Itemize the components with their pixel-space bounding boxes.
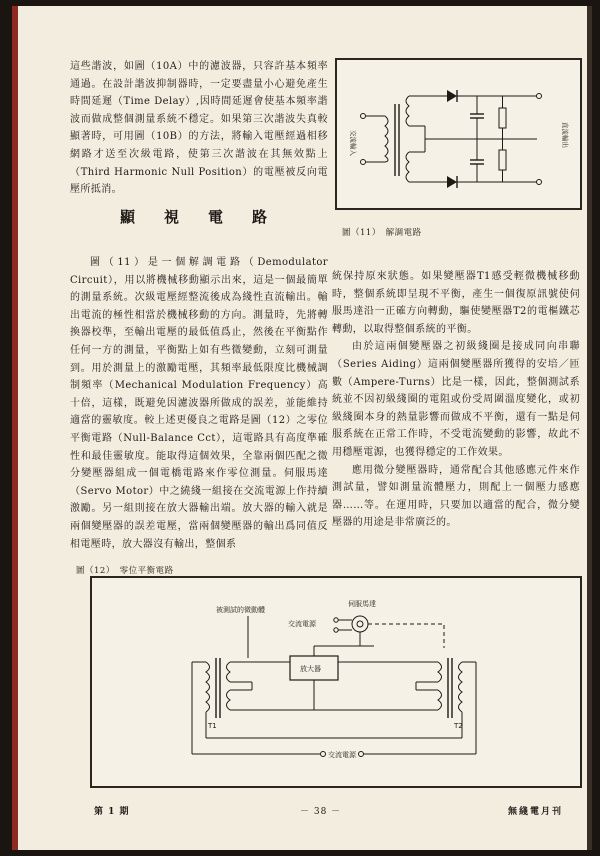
ac-source-top-label: 交流電源 (288, 620, 316, 628)
output-label: 直流輸出 (561, 122, 569, 148)
intro-paragraph: 這些諧波，如圖（10A）中的濾波器，只容許基本頻率通過。在設計諧波抑制器時，一定要盡量小心避免產生時間延遲（Time Delay）,因時間延遲會使基本頻率諧波而做成整個測量系統不穩定。如果第三次諧波失真較顯著時，可用圖（10B）的方法，將輸入電壓經過相移網路才送至次級電路，使第三次諧波在其無效點上（Third Harmonic Null Position）的電壓被反向電壓所抵消。 (70, 61, 328, 196)
figure-12-caption: 圖（12） 零位平衡電路 (76, 566, 174, 576)
servo-motor-label: 伺服馬達 (348, 600, 376, 608)
right-body-column (332, 268, 580, 532)
page-spine-edge (12, 6, 18, 850)
magazine-page (12, 6, 592, 850)
right-body-paragraph-2: 由於這兩個變壓器之初級綫圈是接成同向串聯（Series Aiding）這兩個變壓器所獲得的安培／匝數（Ampere-Turns）比是一樣，因此，整個測試系統並不因初級綫圈的電阻或份受周圍溫度變化，或初級綫圈本身的熱量影響而做成不平衡，還有一點是伺服系統在正常工作時，不受電流變動的影響，故此不用穩壓電源，也獲得穩定的工作效果。 (332, 341, 580, 458)
footer-issue: 第 1 期 (94, 807, 130, 817)
input-label: 交流輸入 (349, 130, 357, 156)
left-body-column (70, 254, 328, 553)
footer-page-number: － 38 － (300, 807, 342, 817)
ac-source-bottom-label: 交流電源 (328, 751, 356, 759)
test-armature-label: 被測試的微動體 (216, 606, 265, 614)
amplifier-label: 放大器 (300, 665, 321, 673)
demodulator-circuit-diagram (337, 60, 580, 208)
figure-12-null-balance (90, 576, 582, 788)
section-heading: 顯視電路 (120, 208, 297, 226)
intro-text-block (70, 58, 328, 199)
left-body-paragraph: 圖（11）是一個解調電路（Demodulator Circuit），用以將機械移動顯示出來，這是一個最簡單的測量系統。次級電壓經整流後成為綫性直流輸出。輸出電流的極性相當於機械移動的方向。測量時，先將轉換器校準，至輸出電壓的最低值爲止，然後在平衡點作任何一方的測量，平衡點上如有些微變動，立刻可測量到。用於測量上的激勵電壓，其頻率最低限度比機械調制頻率（Mechanical Modulation Frequency）高十倍，這樣，既避免因濾波器所做成的誤差，並能維持適當的靈敏度。較上述更優良之電路是圖（12）之零位平衡電路（Null-Balance Cct），這電路具有高度準確性和最佳靈敏度。能取得這個效果，全靠兩個匹配之微分變壓器組成一個電橋電路來作零位測量。伺服馬達（Servo Motor）中之繞綫一組接在交流電源上作持續激勵。另一組則接在放大器輸出端。放大器的輸入就是兩個變壓器的誤差電壓，當兩個變壓器的輸出爲同值反相電壓時，放大器沒有輸出，整個系 (70, 257, 328, 550)
t2-label: T2 (454, 722, 463, 730)
figure-11-demodulator (335, 58, 582, 210)
page-right-edge (587, 6, 592, 850)
figure-11-caption: 圖（11） 解調電路 (342, 228, 422, 238)
null-balance-circuit-diagram (92, 578, 580, 786)
footer-magazine-title: 無綫電月刊 (508, 807, 564, 817)
t1-label: T1 (208, 722, 217, 730)
right-body-paragraph-1: 統保持原來狀態。如果變壓器T1感受輕微機械移動時，整個系統即呈現不平衡，產生一個復原訊號使伺服馬達沿一正確方向轉動，驅使變壓器T2的電樞鐵芯轉動，以取得整個系統的平衡。 (332, 271, 580, 335)
right-body-paragraph-3: 應用微分變壓器時，通常配合其他感應元件來作測試量，譬如測量流體壓力，則配上一個壓力感應器……等。在運用時，只要加以適當的配合，微分變壓器的用途是非常廣泛的。 (332, 464, 580, 529)
